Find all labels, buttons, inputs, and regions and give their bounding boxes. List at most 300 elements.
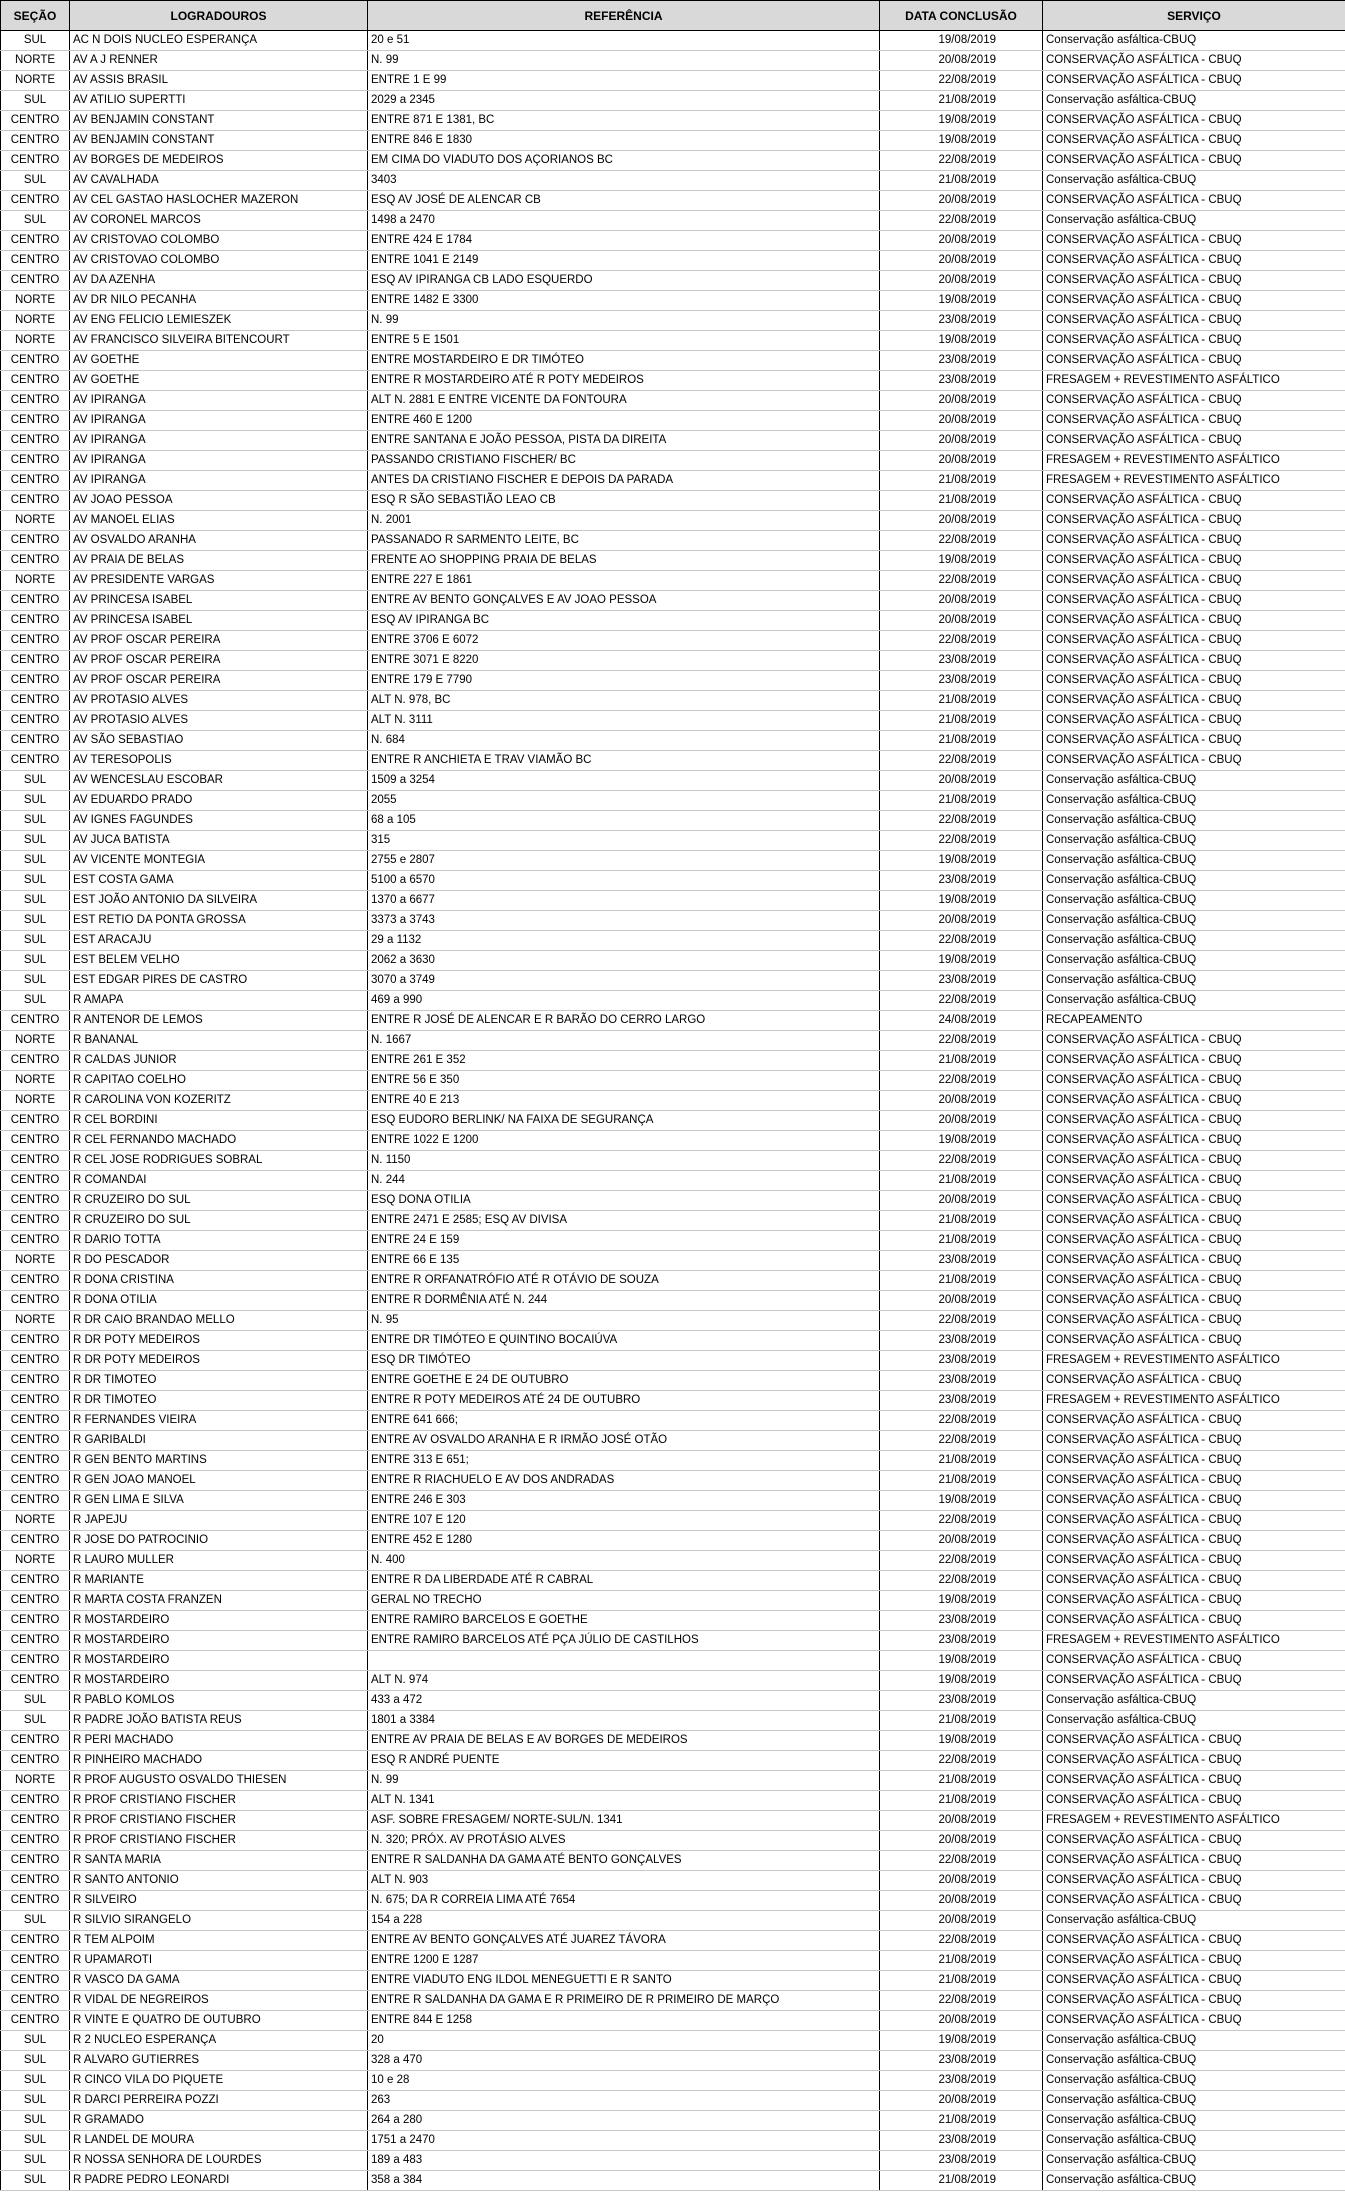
table-row [1, 1211, 1345, 1231]
table-row [1, 751, 1345, 771]
cell-servico: FRESAGEM + REVESTIMENTO ASFÁLTICO [1043, 451, 1345, 471]
table-row [1, 1731, 1345, 1751]
cell-servico: CONSERVAÇÃO ASFÁLTICA - CBUQ [1043, 1131, 1345, 1151]
cell-servico: CONSERVAÇÃO ASFÁLTICA - CBUQ [1043, 1551, 1345, 1571]
cell-data-conclusao: 22/08/2019 [880, 1991, 1043, 2011]
cell-data-conclusao: 21/08/2019 [880, 791, 1043, 811]
cell-secao: CENTRO [1, 191, 70, 211]
cell-servico: CONSERVAÇÃO ASFÁLTICA - CBUQ [1043, 1651, 1345, 1671]
cell-logradouro: AV GOETHE [70, 351, 368, 371]
cell-secao: SUL [1, 1691, 70, 1711]
cell-servico: CONSERVAÇÃO ASFÁLTICA - CBUQ [1043, 71, 1345, 91]
cell-referencia: ESQ DR TIMÓTEO [368, 1351, 880, 1371]
cell-servico: FRESAGEM + REVESTIMENTO ASFÁLTICO [1043, 1391, 1345, 1411]
cell-data-conclusao: 19/08/2019 [880, 1671, 1043, 1691]
cell-referencia: ENTRE 5 E 1501 [368, 331, 880, 351]
cell-servico: FRESAGEM + REVESTIMENTO ASFÁLTICO [1043, 1631, 1345, 1651]
cell-referencia: 10 e 28 [368, 2071, 880, 2091]
cell-secao: CENTRO [1, 151, 70, 171]
table-row [1, 1191, 1345, 1211]
cell-data-conclusao: 21/08/2019 [880, 2171, 1043, 2191]
table-row [1, 1911, 1345, 1931]
cell-logradouro: R CINCO VILA DO PIQUETE [70, 2071, 368, 2091]
cell-secao: CENTRO [1, 1531, 70, 1551]
cell-secao: CENTRO [1, 271, 70, 291]
cell-servico: CONSERVAÇÃO ASFÁLTICA - CBUQ [1043, 391, 1345, 411]
cell-logradouro: R CEL FERNANDO MACHADO [70, 1131, 368, 1151]
cell-logradouro: AV SÃO SEBASTIAO [70, 731, 368, 751]
cell-secao: CENTRO [1, 1871, 70, 1891]
table-row [1, 1931, 1345, 1951]
cell-referencia: FRENTE AO SHOPPING PRAIA DE BELAS [368, 551, 880, 571]
cell-servico: Conservação asfáltica-CBUQ [1043, 91, 1345, 111]
cell-data-conclusao: 20/08/2019 [880, 1831, 1043, 1851]
cell-data-conclusao: 20/08/2019 [880, 1291, 1043, 1311]
cell-data-conclusao: 20/08/2019 [880, 251, 1043, 271]
cell-referencia: 68 a 105 [368, 811, 880, 831]
cell-referencia: PASSANDO CRISTIANO FISCHER/ BC [368, 451, 880, 471]
cell-servico: CONSERVAÇÃO ASFÁLTICA - CBUQ [1043, 1731, 1345, 1751]
cell-secao: SUL [1, 931, 70, 951]
cell-data-conclusao: 20/08/2019 [880, 2011, 1043, 2031]
cell-secao: CENTRO [1, 651, 70, 671]
cell-referencia: ENTRE R SALDANHA DA GAMA ATÉ BENTO GONÇALVES [368, 1851, 880, 1871]
cell-secao: SUL [1, 811, 70, 831]
table-row [1, 1291, 1345, 1311]
cell-data-conclusao: 21/08/2019 [880, 1171, 1043, 1191]
cell-data-conclusao: 21/08/2019 [880, 691, 1043, 711]
cell-logradouro: R PROF AUGUSTO OSVALDO THIESEN [70, 1771, 368, 1791]
cell-servico: Conservação asfáltica-CBUQ [1043, 2151, 1345, 2171]
table-row [1, 291, 1345, 311]
cell-servico: CONSERVAÇÃO ASFÁLTICA - CBUQ [1043, 231, 1345, 251]
cell-referencia: ENTRE 56 E 350 [368, 1071, 880, 1091]
cell-data-conclusao: 19/08/2019 [880, 1651, 1043, 1671]
cell-secao: CENTRO [1, 551, 70, 571]
cell-referencia: ESQ R SÃO SEBASTIÃO LEAO CB [368, 491, 880, 511]
cell-secao: NORTE [1, 1091, 70, 1111]
cell-servico: Conservação asfáltica-CBUQ [1043, 1691, 1345, 1711]
cell-logradouro: AV ATILIO SUPERTTI [70, 91, 368, 111]
cell-servico: CONSERVAÇÃO ASFÁLTICA - CBUQ [1043, 1171, 1345, 1191]
cell-referencia: N. 2001 [368, 511, 880, 531]
cell-logradouro: AV PRAIA DE BELAS [70, 551, 368, 571]
cell-logradouro: AV IPIRANGA [70, 431, 368, 451]
header-referencia: REFERÊNCIA [368, 1, 880, 31]
cell-servico: Conservação asfáltica-CBUQ [1043, 931, 1345, 951]
cell-servico: Conservação asfáltica-CBUQ [1043, 831, 1345, 851]
cell-servico: CONSERVAÇÃO ASFÁLTICA - CBUQ [1043, 691, 1345, 711]
cell-referencia: 29 a 1132 [368, 931, 880, 951]
cell-secao: CENTRO [1, 1891, 70, 1911]
cell-referencia: ENTRE 313 E 651; [368, 1451, 880, 1471]
cell-referencia: N. 400 [368, 1551, 880, 1571]
cell-secao: SUL [1, 2151, 70, 2171]
table-row [1, 1171, 1345, 1191]
cell-secao: CENTRO [1, 1851, 70, 1871]
cell-secao: SUL [1, 971, 70, 991]
cell-secao: NORTE [1, 51, 70, 71]
cell-servico: CONSERVAÇÃO ASFÁLTICA - CBUQ [1043, 1291, 1345, 1311]
cell-servico: CONSERVAÇÃO ASFÁLTICA - CBUQ [1043, 651, 1345, 671]
cell-data-conclusao: 23/08/2019 [880, 1371, 1043, 1391]
cell-servico: CONSERVAÇÃO ASFÁLTICA - CBUQ [1043, 1331, 1345, 1351]
table-header [1, 1, 1345, 31]
table-row [1, 1771, 1345, 1791]
cell-logradouro: R SILVEIRO [70, 1891, 368, 1911]
cell-secao: CENTRO [1, 1431, 70, 1451]
cell-logradouro: R GEN JOAO MANOEL [70, 1471, 368, 1491]
cell-servico: CONSERVAÇÃO ASFÁLTICA - CBUQ [1043, 1051, 1345, 1071]
cell-logradouro: R MOSTARDEIRO [70, 1671, 368, 1691]
cell-servico: CONSERVAÇÃO ASFÁLTICA - CBUQ [1043, 1071, 1345, 1091]
cell-logradouro: R MOSTARDEIRO [70, 1651, 368, 1671]
table-row [1, 371, 1345, 391]
cell-data-conclusao: 23/08/2019 [880, 371, 1043, 391]
cell-data-conclusao: 23/08/2019 [880, 2131, 1043, 2151]
table-row [1, 891, 1345, 911]
table-row [1, 1591, 1345, 1611]
cell-data-conclusao: 21/08/2019 [880, 491, 1043, 511]
cell-referencia: N. 320; PRÓX. AV PROTÁSIO ALVES [368, 1831, 880, 1851]
cell-data-conclusao: 19/08/2019 [880, 1131, 1043, 1151]
table-row [1, 91, 1345, 111]
cell-logradouro: R PROF CRISTIANO FISCHER [70, 1791, 368, 1811]
header-row [1, 1, 1345, 31]
cell-secao: CENTRO [1, 1171, 70, 1191]
table-row [1, 1991, 1345, 2011]
cell-logradouro: R PABLO KOMLOS [70, 1691, 368, 1711]
cell-secao: SUL [1, 2111, 70, 2131]
cell-logradouro: AC N DOIS NUCLEO ESPERANÇA [70, 31, 368, 51]
cell-logradouro: AV PROTASIO ALVES [70, 691, 368, 711]
cell-servico: CONSERVAÇÃO ASFÁLTICA - CBUQ [1043, 671, 1345, 691]
cell-referencia: 328 a 470 [368, 2051, 880, 2071]
cell-logradouro: AV OSVALDO ARANHA [70, 531, 368, 551]
cell-referencia: ALT N. 978, BC [368, 691, 880, 711]
table-row [1, 1871, 1345, 1891]
cell-referencia: ENTRE R DA LIBERDADE ATÉ R CABRAL [368, 1571, 880, 1591]
cell-referencia: ENTRE 1 E 99 [368, 71, 880, 91]
cell-referencia: ENTRE 1041 E 2149 [368, 251, 880, 271]
cell-secao: CENTRO [1, 1411, 70, 1431]
cell-data-conclusao: 21/08/2019 [880, 171, 1043, 191]
cell-data-conclusao: 23/08/2019 [880, 1611, 1043, 1631]
cell-data-conclusao: 23/08/2019 [880, 311, 1043, 331]
cell-logradouro: AV FRANCISCO SILVEIRA BITENCOURT [70, 331, 368, 351]
cell-data-conclusao: 21/08/2019 [880, 1051, 1043, 1071]
cell-servico: CONSERVAÇÃO ASFÁLTICA - CBUQ [1043, 611, 1345, 631]
cell-logradouro: AV CEL GASTAO HASLOCHER MAZERON [70, 191, 368, 211]
cell-logradouro: AV IPIRANGA [70, 391, 368, 411]
cell-logradouro: R PERI MACHADO [70, 1731, 368, 1751]
cell-logradouro: AV CRISTOVAO COLOMBO [70, 231, 368, 251]
cell-secao: SUL [1, 2131, 70, 2151]
cell-logradouro: R DO PESCADOR [70, 1251, 368, 1271]
table-row [1, 1471, 1345, 1491]
cell-referencia: ENTRE R SALDANHA DA GAMA E R PRIMEIRO DE R PRIMEIRO DE MARÇO [368, 1991, 880, 2011]
header-servico: SERVIÇO [1043, 1, 1345, 31]
cell-referencia: ENTRE DR TIMÓTEO E QUINTINO BOCAIÚVA [368, 1331, 880, 1351]
cell-data-conclusao: 23/08/2019 [880, 651, 1043, 671]
cell-secao: CENTRO [1, 1931, 70, 1951]
cell-secao: CENTRO [1, 1351, 70, 1371]
table-row [1, 1091, 1345, 1111]
cell-referencia: ENTRE RAMIRO BARCELOS ATÉ PÇA JÚLIO DE CASTILHOS [368, 1631, 880, 1651]
cell-secao: CENTRO [1, 451, 70, 471]
cell-logradouro: R NOSSA SENHORA DE LOURDES [70, 2151, 368, 2171]
table-row [1, 211, 1345, 231]
cell-data-conclusao: 20/08/2019 [880, 591, 1043, 611]
table-row [1, 1111, 1345, 1131]
cell-servico: Conservação asfáltica-CBUQ [1043, 1911, 1345, 1931]
cell-data-conclusao: 22/08/2019 [880, 1931, 1043, 1951]
cell-data-conclusao: 22/08/2019 [880, 571, 1043, 591]
cell-data-conclusao: 20/08/2019 [880, 451, 1043, 471]
cell-servico: CONSERVAÇÃO ASFÁLTICA - CBUQ [1043, 1991, 1345, 2011]
cell-referencia: ENTRE 40 E 213 [368, 1091, 880, 1111]
cell-data-conclusao: 20/08/2019 [880, 511, 1043, 531]
cell-logradouro: EST COSTA GAMA [70, 871, 368, 891]
cell-secao: CENTRO [1, 711, 70, 731]
cell-secao: CENTRO [1, 611, 70, 631]
cell-secao: SUL [1, 831, 70, 851]
cell-referencia: 1801 a 3384 [368, 1711, 880, 1731]
cell-data-conclusao: 22/08/2019 [880, 1851, 1043, 1871]
cell-secao: CENTRO [1, 1731, 70, 1751]
cell-secao: CENTRO [1, 251, 70, 271]
cell-logradouro: R DONA OTILIA [70, 1291, 368, 1311]
cell-logradouro: R VASCO DA GAMA [70, 1971, 368, 1991]
cell-servico: CONSERVAÇÃO ASFÁLTICA - CBUQ [1043, 271, 1345, 291]
cell-servico: Conservação asfáltica-CBUQ [1043, 31, 1345, 51]
table-row [1, 2151, 1345, 2171]
cell-logradouro: AV PRESIDENTE VARGAS [70, 571, 368, 591]
cell-servico: CONSERVAÇÃO ASFÁLTICA - CBUQ [1043, 51, 1345, 71]
cell-data-conclusao: 20/08/2019 [880, 1891, 1043, 1911]
cell-data-conclusao: 20/08/2019 [880, 271, 1043, 291]
cell-referencia: ENTRE 1200 E 1287 [368, 1951, 880, 1971]
cell-servico: CONSERVAÇÃO ASFÁLTICA - CBUQ [1043, 571, 1345, 591]
table-row [1, 1491, 1345, 1511]
cell-secao: NORTE [1, 511, 70, 531]
cell-logradouro: AV JOAO PESSOA [70, 491, 368, 511]
cell-referencia: 20 [368, 2031, 880, 2051]
table-row [1, 2171, 1345, 2191]
cell-data-conclusao: 21/08/2019 [880, 1451, 1043, 1471]
cell-secao: SUL [1, 2091, 70, 2111]
cell-servico: CONSERVAÇÃO ASFÁLTICA - CBUQ [1043, 1111, 1345, 1131]
cell-secao: CENTRO [1, 1951, 70, 1971]
cell-logradouro: R PROF CRISTIANO FISCHER [70, 1811, 368, 1831]
table-row [1, 251, 1345, 271]
table-row [1, 571, 1345, 591]
table-row [1, 1071, 1345, 1091]
cell-secao: CENTRO [1, 1451, 70, 1471]
table-row [1, 311, 1345, 331]
cell-logradouro: R DARCI PERREIRA POZZI [70, 2091, 368, 2111]
cell-data-conclusao: 22/08/2019 [880, 1411, 1043, 1431]
cell-referencia: ENTRE AV OSVALDO ARANHA E R IRMÃO JOSÉ OTÃO [368, 1431, 880, 1451]
table-row [1, 1351, 1345, 1371]
cell-secao: SUL [1, 2171, 70, 2191]
cell-logradouro: R CEL BORDINI [70, 1111, 368, 1131]
cell-secao: CENTRO [1, 471, 70, 491]
cell-logradouro: R AMAPA [70, 991, 368, 1011]
cell-referencia: ENTRE 460 E 1200 [368, 411, 880, 431]
cell-servico: CONSERVAÇÃO ASFÁLTICA - CBUQ [1043, 311, 1345, 331]
cell-referencia: N. 1150 [368, 1151, 880, 1171]
cell-secao: CENTRO [1, 1651, 70, 1671]
cell-referencia: ENTRE R JOSÉ DE ALENCAR E R BARÃO DO CERRO LARGO [368, 1011, 880, 1031]
cell-servico: CONSERVAÇÃO ASFÁLTICA - CBUQ [1043, 1371, 1345, 1391]
cell-servico: CONSERVAÇÃO ASFÁLTICA - CBUQ [1043, 351, 1345, 371]
cell-servico: CONSERVAÇÃO ASFÁLTICA - CBUQ [1043, 1611, 1345, 1631]
cell-data-conclusao: 20/08/2019 [880, 431, 1043, 451]
cell-logradouro: AV IPIRANGA [70, 411, 368, 431]
table-row [1, 1531, 1345, 1551]
table-row [1, 1051, 1345, 1071]
cell-servico: Conservação asfáltica-CBUQ [1043, 951, 1345, 971]
cell-data-conclusao: 19/08/2019 [880, 1731, 1043, 1751]
cell-logradouro: R GRAMADO [70, 2111, 368, 2131]
cell-logradouro: AV BORGES DE MEDEIROS [70, 151, 368, 171]
cell-referencia: 1751 a 2470 [368, 2131, 880, 2151]
cell-secao: SUL [1, 211, 70, 231]
cell-referencia: ENTRE 1482 E 3300 [368, 291, 880, 311]
table-row [1, 911, 1345, 931]
cell-data-conclusao: 22/08/2019 [880, 211, 1043, 231]
cell-referencia: ENTRE 261 E 352 [368, 1051, 880, 1071]
table-row [1, 391, 1345, 411]
cell-secao: CENTRO [1, 371, 70, 391]
cell-servico: CONSERVAÇÃO ASFÁLTICA - CBUQ [1043, 1531, 1345, 1551]
table-row [1, 151, 1345, 171]
cell-secao: CENTRO [1, 1211, 70, 1231]
cell-servico: Conservação asfáltica-CBUQ [1043, 2091, 1345, 2111]
cell-servico: CONSERVAÇÃO ASFÁLTICA - CBUQ [1043, 1951, 1345, 1971]
cell-referencia: N. 244 [368, 1171, 880, 1191]
cell-secao: CENTRO [1, 1371, 70, 1391]
cell-referencia: PASSANADO R SARMENTO LEITE, BC [368, 531, 880, 551]
cell-data-conclusao: 22/08/2019 [880, 1151, 1043, 1171]
cell-servico: CONSERVAÇÃO ASFÁLTICA - CBUQ [1043, 1791, 1345, 1811]
cell-servico: Conservação asfáltica-CBUQ [1043, 891, 1345, 911]
cell-logradouro: AV EDUARDO PRADO [70, 791, 368, 811]
cell-secao: CENTRO [1, 351, 70, 371]
cell-data-conclusao: 22/08/2019 [880, 1551, 1043, 1571]
cell-referencia: ENTRE MOSTARDEIRO E DR TIMÓTEO [368, 351, 880, 371]
cell-secao: NORTE [1, 1251, 70, 1271]
cell-data-conclusao: 19/08/2019 [880, 851, 1043, 871]
cell-logradouro: AV GOETHE [70, 371, 368, 391]
cell-secao: NORTE [1, 71, 70, 91]
cell-servico: CONSERVAÇÃO ASFÁLTICA - CBUQ [1043, 1891, 1345, 1911]
cell-data-conclusao: 22/08/2019 [880, 1431, 1043, 1451]
cell-logradouro: R PINHEIRO MACHADO [70, 1751, 368, 1771]
cell-logradouro: R SANTA MARIA [70, 1851, 368, 1871]
table-row [1, 411, 1345, 431]
cell-logradouro: AV ENG FELICIO LEMIESZEK [70, 311, 368, 331]
table-row [1, 71, 1345, 91]
cell-referencia: ENTRE 107 E 120 [368, 1511, 880, 1531]
table-row [1, 51, 1345, 71]
table-row [1, 2131, 1345, 2151]
table-row [1, 1711, 1345, 1731]
cell-referencia: ENTRE 1022 E 1200 [368, 1131, 880, 1151]
header-secao: SEÇÃO [1, 1, 70, 31]
cell-logradouro: R JAPEJU [70, 1511, 368, 1531]
cell-servico: Conservação asfáltica-CBUQ [1043, 2071, 1345, 2091]
cell-logradouro: R UPAMAROTI [70, 1951, 368, 1971]
table-row [1, 2011, 1345, 2031]
table-row [1, 831, 1345, 851]
cell-secao: CENTRO [1, 1591, 70, 1611]
cell-data-conclusao: 21/08/2019 [880, 711, 1043, 731]
cell-logradouro: R ANTENOR DE LEMOS [70, 1011, 368, 1031]
cell-logradouro: AV PRINCESA ISABEL [70, 591, 368, 611]
cell-logradouro: R PROF CRISTIANO FISCHER [70, 1831, 368, 1851]
cell-secao: NORTE [1, 1071, 70, 1091]
cell-data-conclusao: 20/08/2019 [880, 1811, 1043, 1831]
cell-logradouro: AV CAVALHADA [70, 171, 368, 191]
cell-servico: CONSERVAÇÃO ASFÁLTICA - CBUQ [1043, 551, 1345, 571]
cell-logradouro: R PADRE PEDRO LEONARDI [70, 2171, 368, 2191]
cell-servico: CONSERVAÇÃO ASFÁLTICA - CBUQ [1043, 1211, 1345, 1231]
cell-data-conclusao: 22/08/2019 [880, 811, 1043, 831]
cell-referencia: ALT N. 1341 [368, 1791, 880, 1811]
cell-logradouro: R GEN LIMA E SILVA [70, 1491, 368, 1511]
cell-logradouro: R MARIANTE [70, 1571, 368, 1591]
cell-logradouro: R CALDAS JUNIOR [70, 1051, 368, 1071]
table-row [1, 131, 1345, 151]
table-row [1, 351, 1345, 371]
cell-referencia: ENTRE RAMIRO BARCELOS E GOETHE [368, 1611, 880, 1631]
cell-data-conclusao: 20/08/2019 [880, 1911, 1043, 1931]
cell-servico: Conservação asfáltica-CBUQ [1043, 911, 1345, 931]
cell-referencia: 3403 [368, 171, 880, 191]
cell-referencia: ENTRE R ORFANATRÓFIO ATÉ R OTÁVIO DE SOUZA [368, 1271, 880, 1291]
cell-logradouro: AV VICENTE MONTEGIA [70, 851, 368, 871]
cell-referencia: ENTRE GOETHE E 24 DE OUTUBRO [368, 1371, 880, 1391]
cell-logradouro: EST BELEM VELHO [70, 951, 368, 971]
cell-referencia: ENTRE 3706 E 6072 [368, 631, 880, 651]
cell-logradouro: R BANANAL [70, 1031, 368, 1051]
cell-secao: CENTRO [1, 1791, 70, 1811]
table-row [1, 531, 1345, 551]
cell-logradouro: R ALVARO GUTIERRES [70, 2051, 368, 2071]
table-row [1, 871, 1345, 891]
cell-secao: CENTRO [1, 751, 70, 771]
cell-referencia: ESQ AV JOSÉ DE ALENCAR CB [368, 191, 880, 211]
cell-servico: CONSERVAÇÃO ASFÁLTICA - CBUQ [1043, 511, 1345, 531]
cell-servico: CONSERVAÇÃO ASFÁLTICA - CBUQ [1043, 491, 1345, 511]
cell-data-conclusao: 19/08/2019 [880, 1591, 1043, 1611]
table-row [1, 1571, 1345, 1591]
cell-referencia: GERAL NO TRECHO [368, 1591, 880, 1611]
table-row [1, 1151, 1345, 1171]
cell-logradouro: R CAROLINA VON KOZERITZ [70, 1091, 368, 1111]
cell-servico: FRESAGEM + REVESTIMENTO ASFÁLTICO [1043, 1811, 1345, 1831]
cell-secao: CENTRO [1, 1751, 70, 1771]
cell-servico: Conservação asfáltica-CBUQ [1043, 791, 1345, 811]
cell-logradouro: R DR TIMOTEO [70, 1391, 368, 1411]
cell-referencia: ENTRE 179 E 7790 [368, 671, 880, 691]
table-row [1, 331, 1345, 351]
cell-referencia: ENTRE 641 666; [368, 1411, 880, 1431]
table-row [1, 1231, 1345, 1251]
table-row [1, 1391, 1345, 1411]
